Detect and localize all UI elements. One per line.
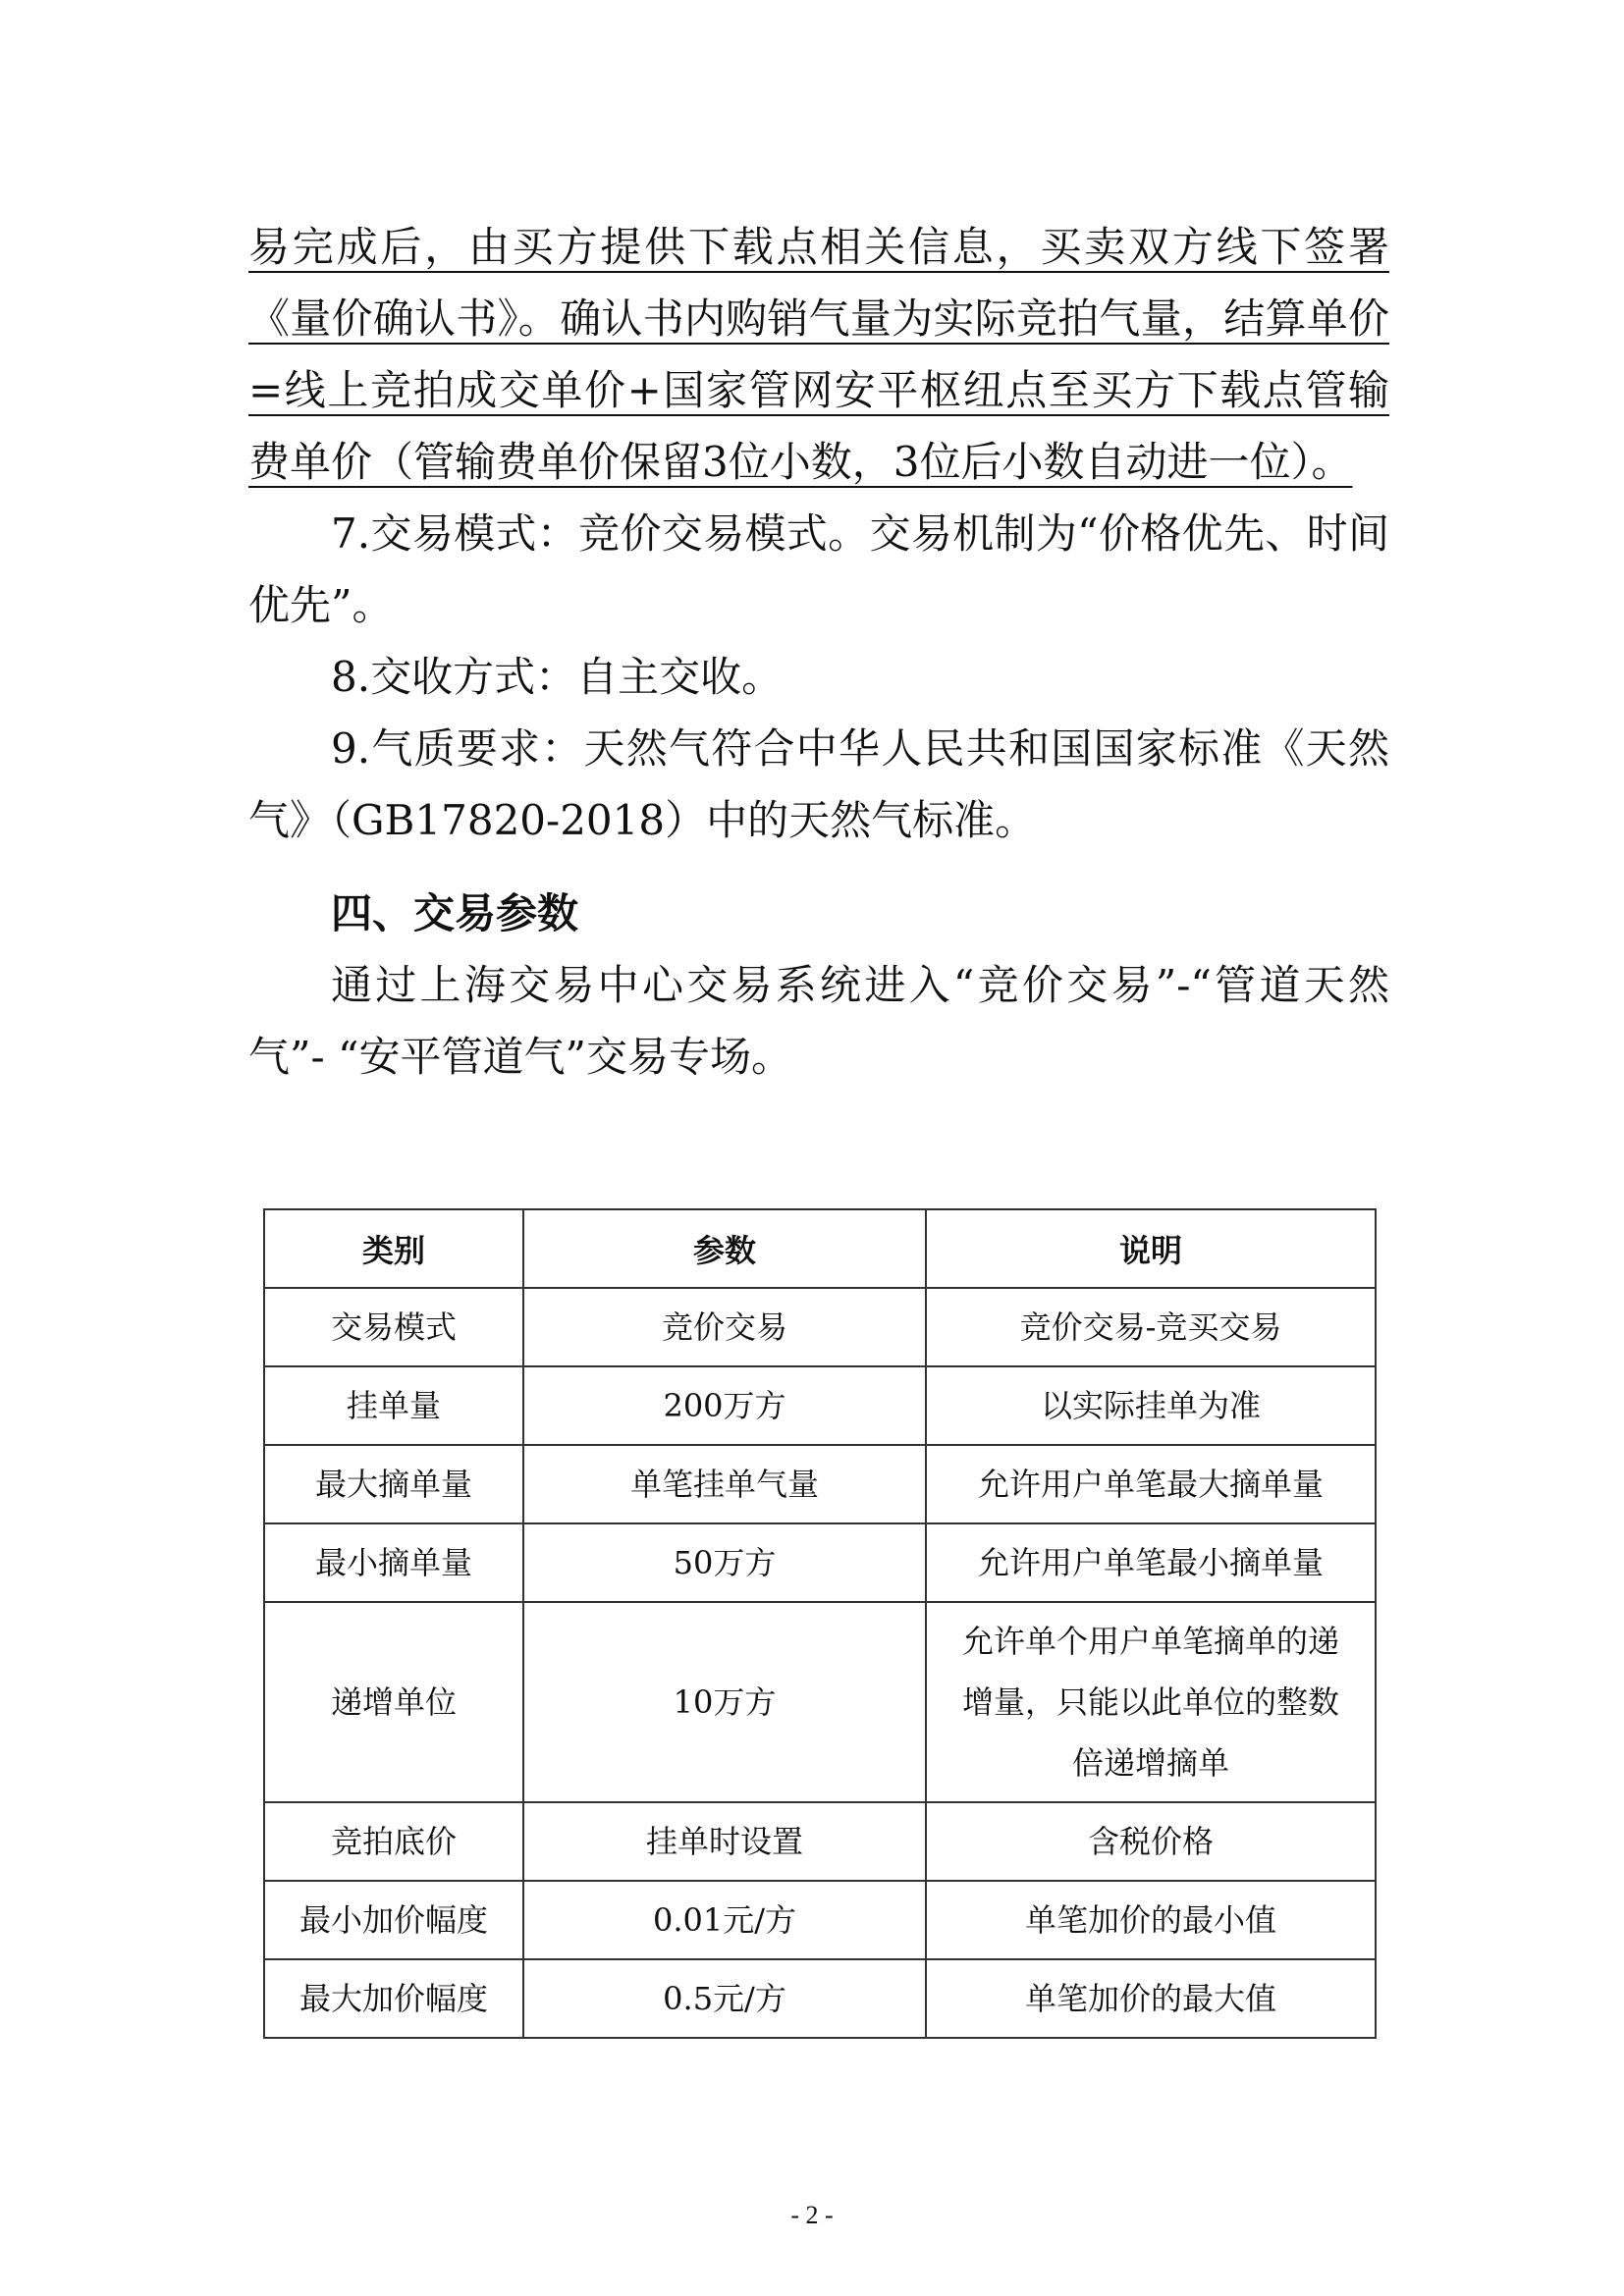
cell-category: 递增单位 xyxy=(264,1602,523,1802)
table-row xyxy=(264,1881,1376,1959)
cell-category: 竞拍底价 xyxy=(264,1802,523,1881)
cell-parameter: 200万方 xyxy=(523,1366,926,1445)
cell-description: 单笔加价的最大值 xyxy=(926,1959,1376,2038)
cell-parameter: 竞价交易 xyxy=(523,1288,926,1366)
item-9-gas-quality: 9.气质要求：天然气符合中华人民共和国国家标准《天然气》（GB17820-2018）中的天然气标准。 xyxy=(248,724,1389,844)
table-row xyxy=(264,1523,1376,1602)
cell-parameter: 10万方 xyxy=(523,1602,926,1802)
cell-category: 交易模式 xyxy=(264,1288,523,1366)
cell-category: 最大摘单量 xyxy=(264,1445,523,1523)
table-row xyxy=(264,1802,1376,1881)
document-body xyxy=(248,211,1389,1093)
item-8-delivery-method: 8.交收方式：自主交收。 xyxy=(331,653,784,701)
cell-category: 最小加价幅度 xyxy=(264,1881,523,1959)
section-4-heading: 四、交易参数 xyxy=(331,889,579,937)
cell-description: 单笔加价的最小值 xyxy=(926,1881,1376,1959)
table-row xyxy=(264,1959,1376,2038)
header-parameter: 参数 xyxy=(523,1209,926,1288)
table-row xyxy=(264,1366,1376,1445)
cell-description: 以实际挂单为准 xyxy=(926,1366,1376,1445)
cell-parameter: 0.5元/方 xyxy=(523,1959,926,2038)
underlined-paragraph: 易完成后，由买方提供下载点相关信息，买卖双方线下签署《量价确认书》。确认书内购销气量为实际竞拍气量，结算单价=线上竞拍成交单价+国家管网安平枢纽点至买方下载点管输费单价（管输费单价保留3位小数，3位后小数自动进一位）。 xyxy=(248,223,1389,486)
cell-description: 允许用户单笔最小摘单量 xyxy=(926,1523,1376,1602)
header-description: 说明 xyxy=(926,1209,1376,1288)
cell-parameter: 挂单时设置 xyxy=(523,1802,926,1881)
cell-category: 挂单量 xyxy=(264,1366,523,1445)
cell-parameter: 0.01元/方 xyxy=(523,1881,926,1959)
cell-category: 最大加价幅度 xyxy=(264,1959,523,2038)
header-category: 类别 xyxy=(264,1209,523,1288)
table-row xyxy=(264,1602,1376,1802)
cell-category: 最小摘单量 xyxy=(264,1523,523,1602)
cell-parameter: 50万方 xyxy=(523,1523,926,1602)
item-7-trading-mode: 7.交易模式：竞价交易模式。交易机制为“价格优先、时间优先”。 xyxy=(248,509,1389,629)
cell-parameter: 单笔挂单气量 xyxy=(523,1445,926,1523)
section-4-intro: 通过上海交易中心交易系统进入“竞价交易”-“管道天然气”- “安平管道气”交易专场。 xyxy=(248,961,1389,1081)
cell-description: 允许单个用户单笔摘单的递增量，只能以此单位的整数倍递增摘单 xyxy=(926,1602,1376,1802)
table-row xyxy=(264,1288,1376,1366)
cell-description: 含税价格 xyxy=(926,1802,1376,1881)
table-header-row xyxy=(264,1209,1376,1288)
page-number: - 2 - xyxy=(790,2201,834,2229)
cell-description: 竞价交易-竞买交易 xyxy=(926,1288,1376,1366)
trading-parameters-table xyxy=(263,1208,1377,2039)
table-row xyxy=(264,1445,1376,1523)
cell-description: 允许用户单笔最大摘单量 xyxy=(926,1445,1376,1523)
